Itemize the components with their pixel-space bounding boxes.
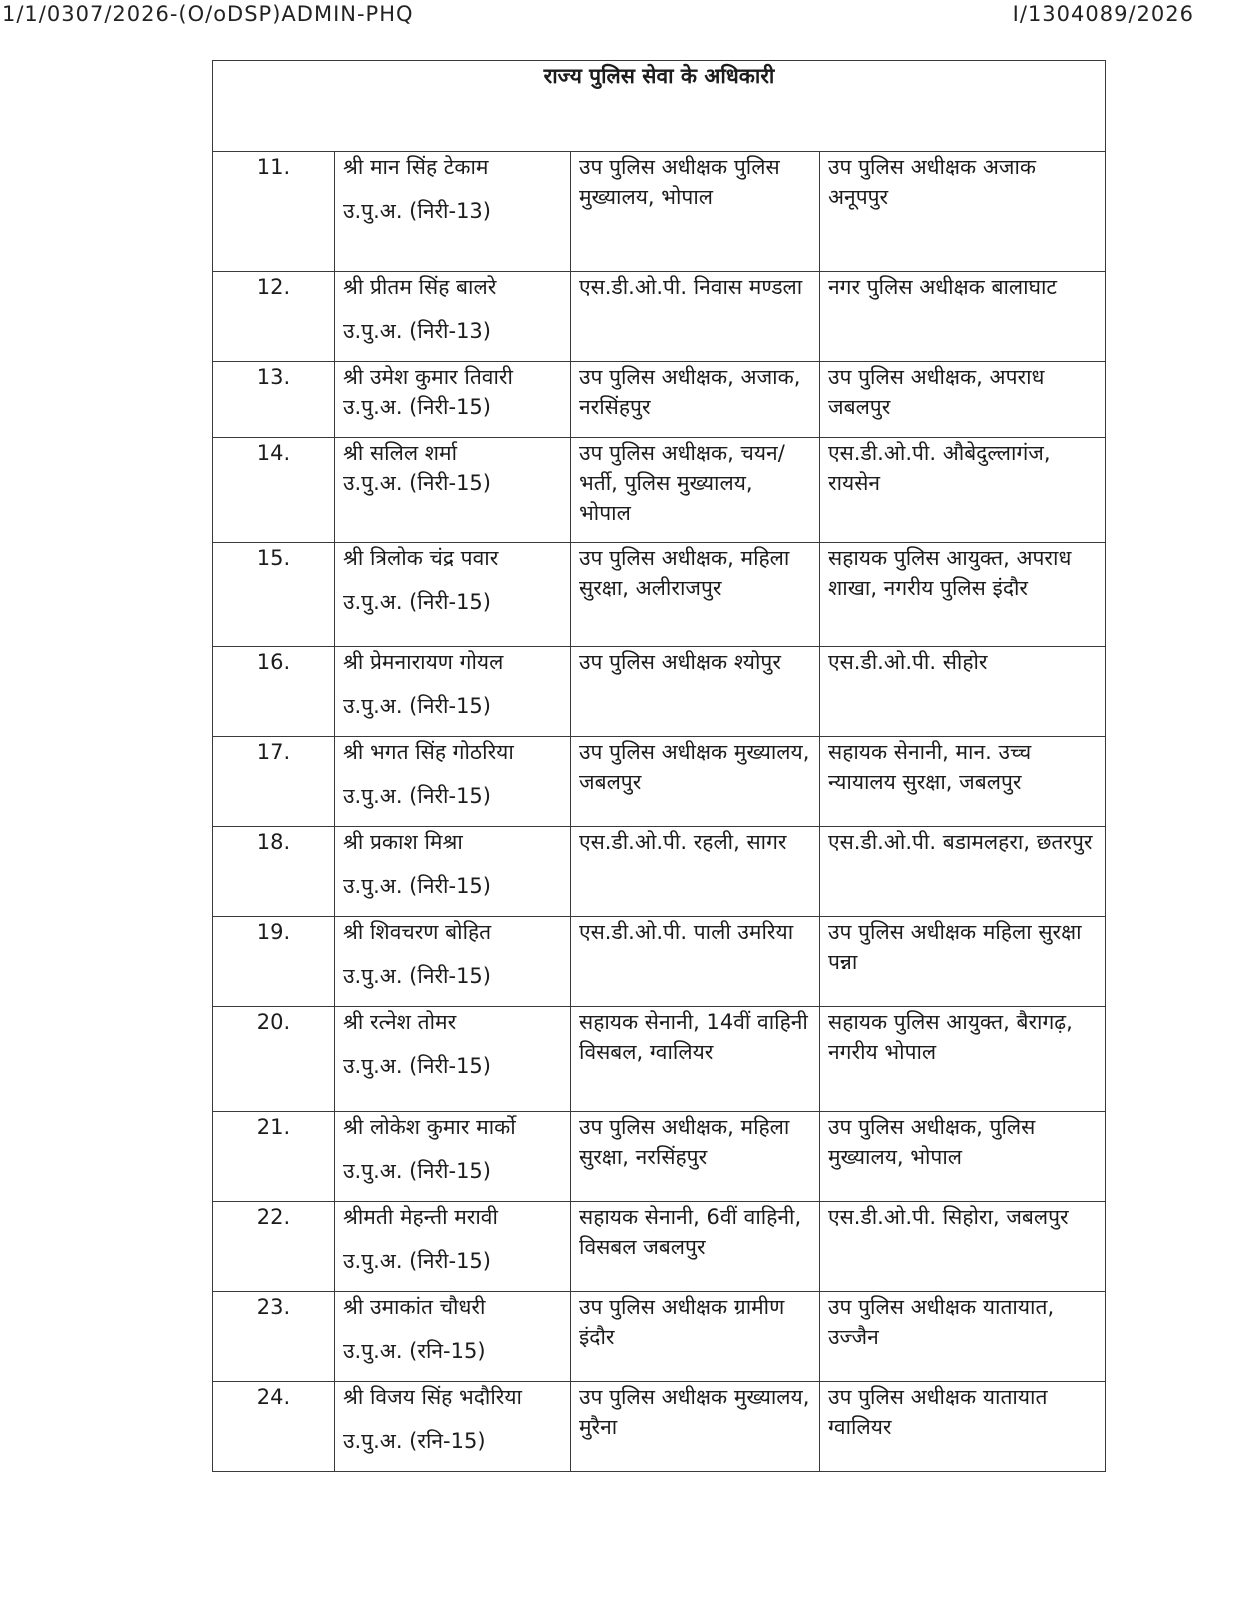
serial-number: 23. xyxy=(213,1292,335,1382)
current-posting: सहायक सेनानी, 6वीं वाहिनी, विसबल जबलपुर xyxy=(571,1202,820,1292)
officer-rank: उ.पु.अ. (निरी-13) xyxy=(343,199,491,223)
table-row xyxy=(213,1112,1106,1202)
officer-name: श्री विजय सिंह भदौरिया xyxy=(343,1385,522,1409)
table-row xyxy=(213,827,1106,917)
officer-rank: उ.पु.अ. (निरी-15) xyxy=(343,874,491,898)
current-posting: एस.डी.ओ.पी. पाली उमरिया xyxy=(571,917,820,1007)
table-row xyxy=(213,1382,1106,1472)
current-posting: एस.डी.ओ.पी. रहली, सागर xyxy=(571,827,820,917)
officer-name: श्री त्रिलोक चंद्र पवार xyxy=(343,546,499,570)
officer-name: श्री उमेश कुमार तिवारी xyxy=(343,365,513,389)
current-posting: सहायक सेनानी, 14वीं वाहिनी विसबल, ग्वालियर xyxy=(571,1007,820,1112)
document-reference-left: 1/1/0307/2026-(O/oDSP)ADMIN-PHQ xyxy=(2,2,414,26)
officer-rank: उ.पु.अ. (निरी-13) xyxy=(343,319,491,343)
new-posting: एस.डी.ओ.पी. औबेदुल्लागंज, रायसेन xyxy=(820,438,1106,543)
serial-number: 11. xyxy=(213,152,335,272)
new-posting: उप पुलिस अधीक्षक यातायात, उज्जैन xyxy=(820,1292,1106,1382)
serial-number: 13. xyxy=(213,362,335,438)
officer-rank: उ.पु.अ. (निरी-15) xyxy=(343,1159,491,1183)
table-row xyxy=(213,647,1106,737)
table-title-row xyxy=(213,61,1106,152)
serial-number: 14. xyxy=(213,438,335,543)
current-posting: उप पुलिस अधीक्षक ग्रामीण इंदौर xyxy=(571,1292,820,1382)
current-posting: उप पुलिस अधीक्षक, अजाक, नरसिंहपुर xyxy=(571,362,820,438)
new-posting: नगर पुलिस अधीक्षक बालाघाट xyxy=(820,272,1106,362)
officer-name: श्री उमाकांत चौधरी xyxy=(343,1295,486,1319)
serial-number: 24. xyxy=(213,1382,335,1472)
new-posting: उप पुलिस अधीक्षक, अपराध जबलपुर xyxy=(820,362,1106,438)
new-posting: सहायक पुलिस आयुक्त, अपराध शाखा, नगरीय पुलिस इंदौर xyxy=(820,543,1106,647)
serial-number: 21. xyxy=(213,1112,335,1202)
current-posting: उप पुलिस अधीक्षक, महिला सुरक्षा, नरसिंहपुर xyxy=(571,1112,820,1202)
officer-name: श्री सलिल शर्मा xyxy=(343,441,458,465)
officer-rank: उ.पु.अ. (रनि-15) xyxy=(343,1429,486,1453)
officer-name: श्री भगत सिंह गोठरिया xyxy=(343,740,514,764)
table-row xyxy=(213,152,1106,272)
new-posting: एस.डी.ओ.पी. बडामलहरा, छतरपुर xyxy=(820,827,1106,917)
table-row xyxy=(213,362,1106,438)
current-posting: उप पुलिस अधीक्षक मुख्यालय, मुरैना xyxy=(571,1382,820,1472)
new-posting: उप पुलिस अधीक्षक, पुलिस मुख्यालय, भोपाल xyxy=(820,1112,1106,1202)
officer-rank: उ.पु.अ. (निरी-15) xyxy=(343,694,491,718)
officer-cell xyxy=(335,1007,571,1112)
table-row xyxy=(213,272,1106,362)
serial-number: 12. xyxy=(213,272,335,362)
serial-number: 17. xyxy=(213,737,335,827)
transfer-table xyxy=(212,60,1106,1472)
officer-rank: उ.पु.अ. (निरी-15) xyxy=(343,1054,491,1078)
table-row xyxy=(213,917,1106,1007)
current-posting: एस.डी.ओ.पी. निवास मण्डला xyxy=(571,272,820,362)
officer-cell xyxy=(335,438,571,543)
officer-cell xyxy=(335,543,571,647)
new-posting: सहायक पुलिस आयुक्त, बैरागढ़, नगरीय भोपाल xyxy=(820,1007,1106,1112)
current-posting: उप पुलिस अधीक्षक, महिला सुरक्षा, अलीराजपुर xyxy=(571,543,820,647)
officer-name: श्री प्रेमनारायण गोयल xyxy=(343,650,504,674)
current-posting: उप पुलिस अधीक्षक, चयन/भर्ती, पुलिस मुख्यालय, भोपाल xyxy=(571,438,820,543)
officer-cell xyxy=(335,827,571,917)
current-posting: उप पुलिस अधीक्षक मुख्यालय, जबलपुर xyxy=(571,737,820,827)
table-row xyxy=(213,543,1106,647)
table-title: राज्य पुलिस सेवा के अधिकारी xyxy=(213,61,1106,152)
officer-name: श्री रत्नेश तोमर xyxy=(343,1010,457,1034)
officer-rank: उ.पु.अ. (निरी-15) xyxy=(343,590,491,614)
current-posting: उप पुलिस अधीक्षक श्योपुर xyxy=(571,647,820,737)
officer-cell xyxy=(335,1382,571,1472)
officer-name: श्री लोकेश कुमार मार्को xyxy=(343,1115,516,1139)
table-row xyxy=(213,1292,1106,1382)
serial-number: 19. xyxy=(213,917,335,1007)
officer-cell xyxy=(335,917,571,1007)
table-row xyxy=(213,438,1106,543)
current-posting: उप पुलिस अधीक्षक पुलिस मुख्यालय, भोपाल xyxy=(571,152,820,272)
officer-cell xyxy=(335,1202,571,1292)
officer-name: श्री प्रीतम सिंह बालरे xyxy=(343,275,497,299)
officer-rank: उ.पु.अ. (निरी-15) xyxy=(343,395,491,419)
officer-rank: उ.पु.अ. (रनि-15) xyxy=(343,1339,486,1363)
serial-number: 22. xyxy=(213,1202,335,1292)
officer-name: श्री शिवचरण बोहित xyxy=(343,920,492,944)
officer-name: श्रीमती मेहन्ती मरावी xyxy=(343,1205,498,1229)
document-reference-right: I/1304089/2026 xyxy=(1012,2,1194,26)
new-posting: एस.डी.ओ.पी. सिहोरा, जबलपुर xyxy=(820,1202,1106,1292)
serial-number: 18. xyxy=(213,827,335,917)
officer-name: श्री प्रकाश मिश्रा xyxy=(343,830,463,854)
officer-rank: उ.पु.अ. (निरी-15) xyxy=(343,1249,491,1273)
officer-cell xyxy=(335,362,571,438)
officer-rank: उ.पु.अ. (निरी-15) xyxy=(343,784,491,808)
officer-cell xyxy=(335,152,571,272)
new-posting: सहायक सेनानी, मान. उच्च न्यायालय सुरक्षा, जबलपुर xyxy=(820,737,1106,827)
new-posting: एस.डी.ओ.पी. सीहोर xyxy=(820,647,1106,737)
officer-rank: उ.पु.अ. (निरी-15) xyxy=(343,964,491,988)
table-row xyxy=(213,1202,1106,1292)
new-posting: उप पुलिस अधीक्षक यातायात ग्वालियर xyxy=(820,1382,1106,1472)
officer-cell xyxy=(335,737,571,827)
officer-cell xyxy=(335,1112,571,1202)
new-posting: उप पुलिस अधीक्षक अजाक अनूपपुर xyxy=(820,152,1106,272)
serial-number: 20. xyxy=(213,1007,335,1112)
table-row xyxy=(213,737,1106,827)
officer-cell xyxy=(335,1292,571,1382)
officer-name: श्री मान सिंह टेकाम xyxy=(343,155,489,179)
table-row xyxy=(213,1007,1106,1112)
new-posting: उप पुलिस अधीक्षक महिला सुरक्षा पन्ना xyxy=(820,917,1106,1007)
serial-number: 16. xyxy=(213,647,335,737)
officer-cell xyxy=(335,272,571,362)
officer-cell xyxy=(335,647,571,737)
serial-number: 15. xyxy=(213,543,335,647)
officer-rank: उ.पु.अ. (निरी-15) xyxy=(343,471,491,495)
